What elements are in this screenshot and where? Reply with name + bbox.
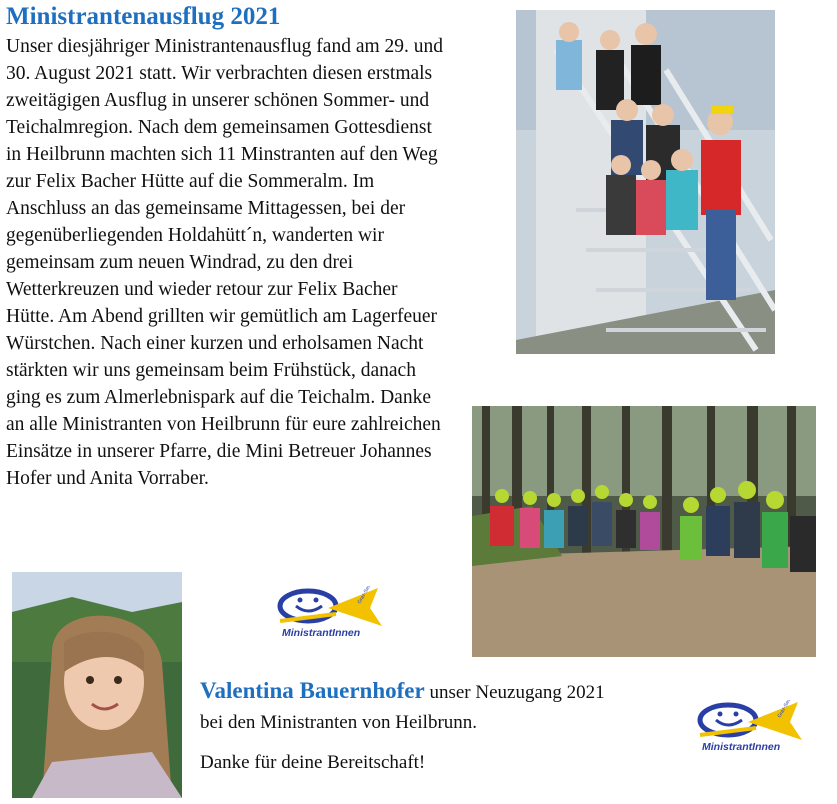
- photo-portrait-valentina: [12, 572, 182, 798]
- article-body: Unser diesjähriger Ministrantenausflug fand am 29. und 30. August 2021 statt. Wir verbrachten diesen erstmals zweitägigen Ausflug in unserer schönen Sommer- und Teichalmregion. Nach dem gemeinsamen Gottesdienst in Heilbrunn machten sich 11 Minstranten auf den Weg zur Felix Bacher Hütte auf die Sommeralm. Im Anschluss an das gemeinsame Mittagessen, bei der gegenüberliegenden Holdahütt´n, wanderten wir gemeinsam zum neuen Windrad, zu den drei Wetterkreuzen und wieder retour zur Felix Bacher Hütte. Am Abend grillten wir gemütlich am Lagerfeuer Würstchen. Nach einer kurzen und erholsamen Nacht stärkten wir uns gemeinsam beim Frühstück, danach ging es zum Almerlebnispark auf die Teichalm. Danke an alle Ministranten von Heilbrunn für eure zahlreichen Einsätze in unserer Pfarre, die Mini Betreuer Johannes Hofer und Anita Vorraber.: [6, 36, 444, 489]
- newcomer-announcement: [200, 676, 630, 738]
- newcomer-text: unser Neuzugang 2021 bei den Ministranten von Heilbrunn.: [200, 682, 605, 733]
- logo-tag: Graz-Seckau: [776, 700, 797, 719]
- logo-label: MinistrantInnen: [702, 741, 781, 753]
- photo-forest-group: [472, 406, 816, 657]
- ministrantinnen-logo: [686, 700, 806, 755]
- logo-label: MinistrantInnen: [282, 627, 361, 639]
- newcomer-name: Valentina Bauernhofer: [200, 678, 425, 703]
- photo-stairs: [516, 10, 775, 354]
- article-title: Ministrantenausflug 2021: [6, 3, 281, 30]
- logo-tag: Graz-Seckau: [356, 586, 377, 605]
- ministrantinnen-logo: [266, 586, 386, 641]
- newcomer-thanks: Danke für deine Bereitschaft!: [200, 752, 426, 773]
